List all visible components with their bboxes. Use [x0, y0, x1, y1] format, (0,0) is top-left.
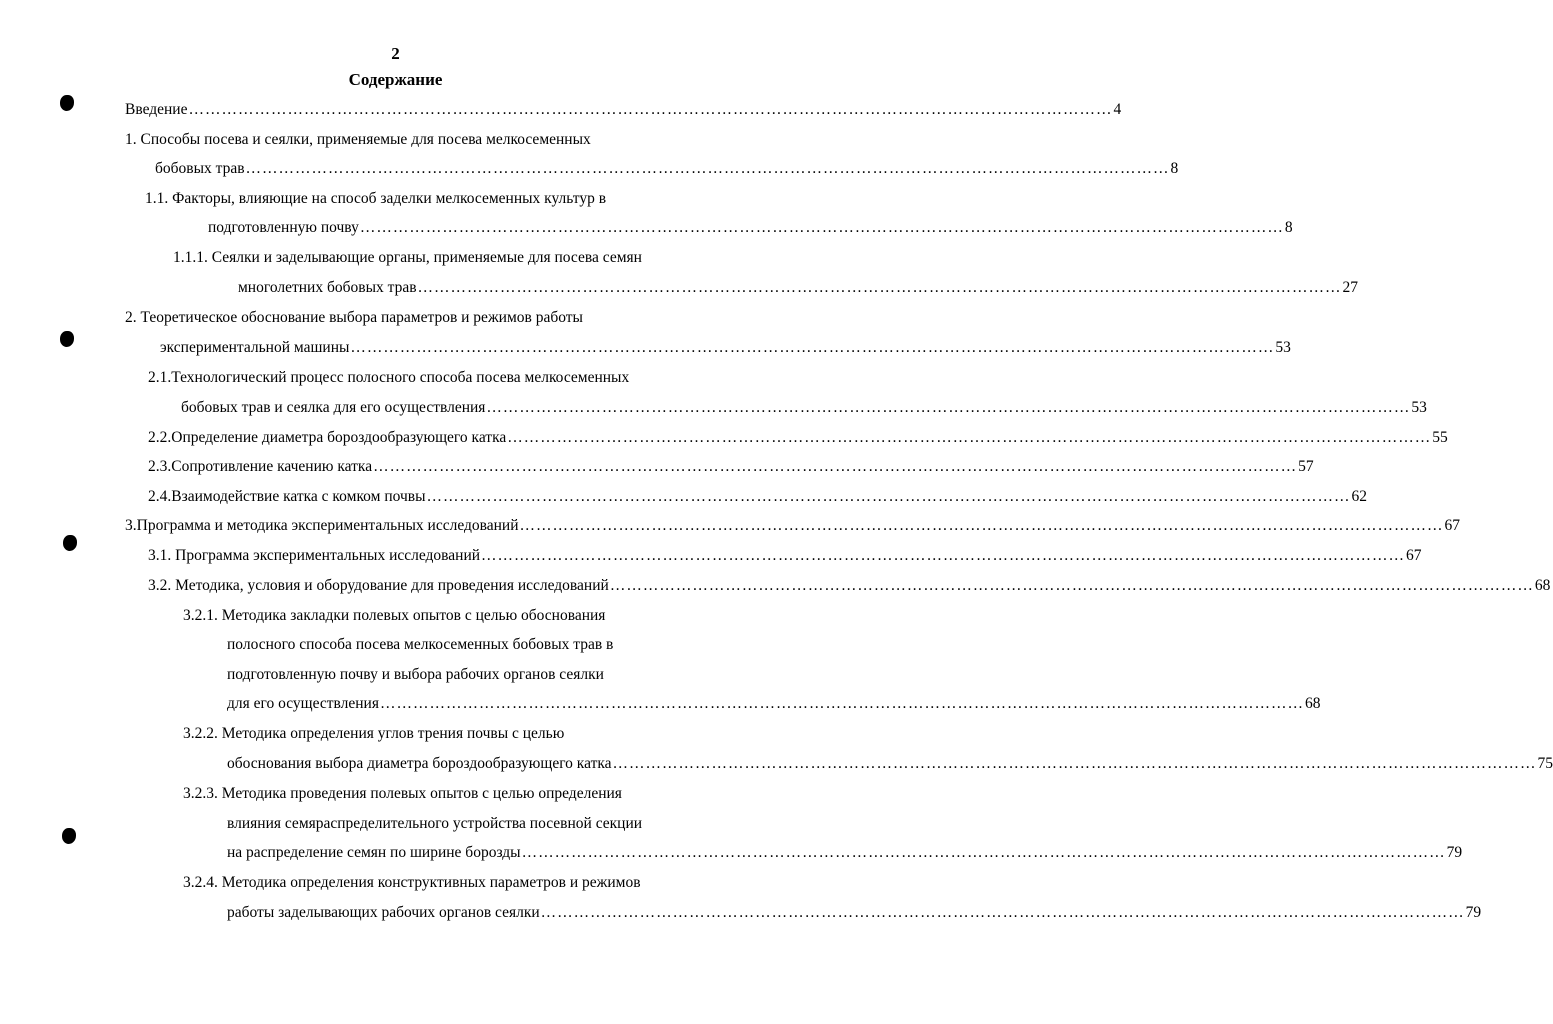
toc-entry[interactable] — [227, 633, 613, 657]
toc-leader: …………………………………………………………………………………………………………………………………………………… — [373, 458, 1298, 475]
toc-entry-page: 68 — [1534, 577, 1551, 594]
binder-hole — [60, 331, 74, 347]
toc-leader: …………………………………………………………………………………………………………………………………………………… — [507, 429, 1432, 446]
toc-entry[interactable] — [227, 812, 642, 836]
toc-entry-text: 2.4.Взаимодействие катка с комком почвы — [148, 488, 426, 505]
toc-entry-page: 67 — [1406, 547, 1422, 564]
toc-entry-text: обоснования выбора диаметра бороздообразующего катка — [227, 755, 612, 772]
toc-leader: …………………………………………………………………………………………………………………………………………………… — [481, 547, 1406, 564]
toc-leader: …………………………………………………………………………………………………………………………………………………… — [609, 577, 1534, 594]
toc-entry-page: 53 — [1411, 399, 1427, 416]
toc-entry[interactable] — [145, 187, 606, 211]
toc-entry-text: 2. Теоретическое обоснование выбора параметров и режимов работы — [125, 309, 583, 326]
toc-leader: …………………………………………………………………………………………………………………………………………………… — [519, 517, 1444, 534]
page-title: Содержание — [348, 70, 443, 89]
toc-leader: …………………………………………………………………………………………………………………………………………………… — [245, 160, 1170, 177]
toc-entry-page: 4 — [1113, 101, 1122, 118]
toc-entry-text: подготовленную почву и выбора рабочих органов сеялки — [227, 666, 604, 683]
toc-entry[interactable] — [125, 98, 1122, 122]
toc-entry-text: бобовых трав — [155, 160, 245, 177]
toc-entry[interactable] — [148, 426, 1448, 450]
toc-leader: …………………………………………………………………………………………………………………………………………………… — [359, 219, 1284, 236]
binder-hole — [62, 828, 76, 844]
toc-leader: …………………………………………………………………………………………………………………………………………………… — [540, 904, 1465, 921]
toc-entry-page: 79 — [1446, 844, 1463, 861]
toc-entry-text: Введение — [125, 101, 188, 118]
toc-leader: …………………………………………………………………………………………………………………………………………………… — [188, 101, 1113, 118]
toc-entry-page: 53 — [1275, 339, 1291, 356]
toc-entry[interactable] — [181, 396, 1427, 420]
toc-entry[interactable] — [227, 901, 1482, 925]
toc-entry[interactable] — [148, 366, 629, 390]
toc-entry-page: 75 — [1537, 755, 1553, 772]
toc-entry-text: полосного способа посева мелкосеменных бобовых трав в — [227, 636, 614, 653]
toc-entry-text: 1.1. Факторы, влияющие на способ заделки мелкосеменных культур в — [145, 190, 607, 207]
toc-entry-text: 2.3.Сопротивление качению катка — [148, 458, 373, 475]
toc-entry-page: 68 — [1304, 695, 1321, 712]
toc-leader: …………………………………………………………………………………………………………………………………………………… — [379, 695, 1304, 712]
toc-entry-text: подготовленную почву — [208, 219, 359, 236]
toc-entry[interactable] — [183, 782, 622, 806]
toc-entry[interactable] — [125, 306, 583, 330]
toc-entry-text: 2.1.Технологический процесс полосного способа посева мелкосеменных — [148, 369, 630, 386]
toc-entry[interactable] — [155, 157, 1179, 181]
toc-entry-text: 3.2.3. Методика проведения полевых опытов с целью определения — [183, 785, 622, 802]
toc-entry-text: 3.2.4. Методика определения конструктивных параметров и режимов — [183, 874, 641, 891]
toc-leader: …………………………………………………………………………………………………………………………………………………… — [350, 339, 1275, 356]
toc-entry[interactable] — [173, 246, 642, 270]
toc-entry-page: 27 — [1342, 279, 1359, 296]
toc-leader: …………………………………………………………………………………………………………………………………………………… — [417, 279, 1342, 296]
toc-leader: …………………………………………………………………………………………………………………………………………………… — [612, 755, 1537, 772]
toc-entry[interactable] — [125, 128, 591, 152]
toc-entry-text: работы заделывающих рабочих органов сеялки — [227, 904, 540, 921]
toc-entry-page: 57 — [1298, 458, 1314, 475]
toc-entry-text: 1. Способы посева и сеялки, применяемые для посева мелкосеменных — [125, 131, 591, 148]
toc-entry-page: 8 — [1284, 219, 1293, 236]
toc-entry[interactable] — [183, 604, 605, 628]
toc-entry[interactable] — [227, 663, 604, 687]
toc-entry-page: 67 — [1444, 517, 1461, 534]
toc-entry[interactable] — [125, 514, 1461, 538]
toc-entry-text: 3.2. Методика, условия и оборудование для проведения исследований — [148, 577, 609, 594]
toc-entry-text: 1.1.1. Сеялки и заделывающие органы, применяемые для посева семян — [173, 249, 642, 266]
toc-entry-text: на распределение семян по ширине борозды — [227, 844, 521, 861]
toc-entry-text: многолетних бобовых трав — [238, 279, 417, 296]
toc-leader: …………………………………………………………………………………………………………………………………………………… — [521, 844, 1446, 861]
toc-entry[interactable] — [183, 722, 564, 746]
binder-hole — [60, 95, 74, 111]
toc-entry[interactable] — [183, 871, 641, 895]
toc-entry-page: 8 — [1170, 160, 1179, 177]
toc-entry-text: 3.2.1. Методика закладки полевых опытов с целью обоснования — [183, 607, 606, 624]
toc-entry-text: бобовых трав и сеялка для его осуществления — [181, 399, 486, 416]
toc-entry[interactable] — [238, 276, 1359, 300]
toc-entry[interactable] — [227, 752, 1553, 776]
toc-entry-page: 55 — [1432, 429, 1448, 446]
toc-entry-text: для его осуществления — [227, 695, 379, 712]
toc-entry[interactable] — [227, 841, 1463, 865]
toc-entry-page: 79 — [1465, 904, 1482, 921]
toc-leader: …………………………………………………………………………………………………………………………………………………… — [486, 399, 1411, 416]
toc-entry[interactable] — [148, 485, 1367, 509]
toc-entry[interactable] — [227, 692, 1321, 716]
toc-entry-text: 3.1. Программа экспериментальных исследований — [148, 547, 481, 564]
toc-entry-page: 62 — [1351, 488, 1367, 505]
toc-entry[interactable] — [148, 455, 1314, 479]
toc-entry-text: влияния семяраспределительного устройства посевной секции — [227, 815, 643, 832]
page-number: 2 — [391, 44, 400, 63]
toc-leader: …………………………………………………………………………………………………………………………………………………… — [426, 488, 1351, 505]
toc-entry[interactable] — [148, 574, 1551, 598]
toc-entry-text: 3.Программа и методика экспериментальных исследований — [125, 517, 519, 534]
toc-entry[interactable] — [160, 336, 1291, 360]
toc-entry-text: экспериментальной машины — [160, 339, 350, 356]
toc-entry-text: 3.2.2. Методика определения углов трения почвы с целью — [183, 725, 565, 742]
toc-entry-text: 2.2.Определение диаметра бороздообразующего катка — [148, 429, 507, 446]
binder-hole — [63, 535, 77, 551]
toc-entry[interactable] — [148, 544, 1422, 568]
toc-entry[interactable] — [208, 216, 1293, 240]
